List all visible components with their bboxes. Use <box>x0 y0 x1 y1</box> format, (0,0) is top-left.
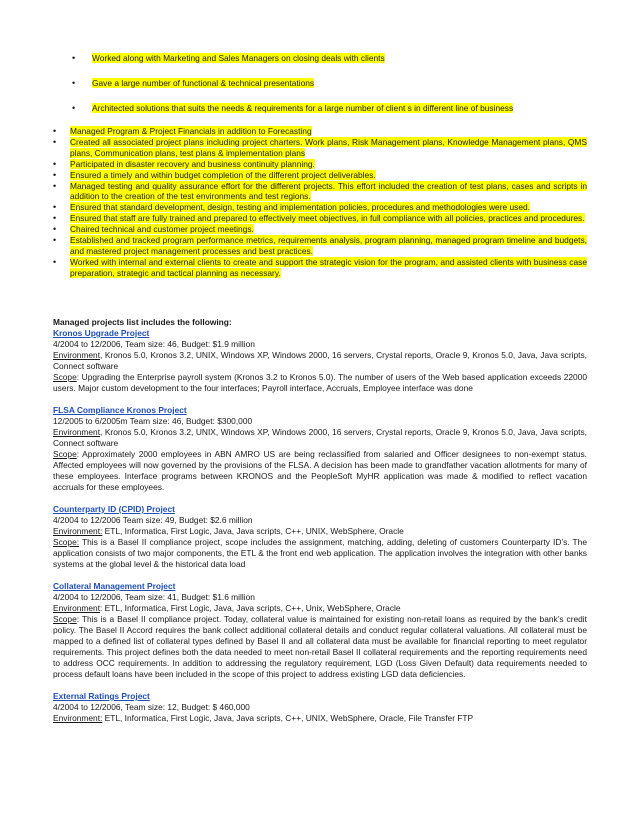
list-item <box>72 53 592 78</box>
environment-text: , Kronos 5.0, Kronos 3.2, UNIX, Windows XP, Windows 2000, 16 servers, Crystal reports, Oracle 9, Kronos 5.0, Java, Java scripts, Connect software <box>53 350 587 371</box>
sub-bullet-list <box>72 53 592 128</box>
list-item <box>53 159 587 170</box>
list-item <box>53 181 587 203</box>
project-entry <box>53 328 587 394</box>
list-item-text: Established and tracked program performance metrics, requirements analysis, program planning, managed program timeline and budgets, and mastered project management processes and best practices. <box>70 235 587 256</box>
scope-text: : This is a Basel II compliance project. Today, collateral value is maintained for existing non-retail loans as required by the bank’s credit policy. The Basel II Accord requires the bank collect additional collateral details and conduct regular collateral valuations. All collateral must be mapped to a defined list of collateral types defined by Basel II and all collateral data must be available for financial reporting to meet regulator requirements. This project defines both the data needed to meet non-retail Basel II collateral requirements and the reporting requirements need to address OCC requirements. In addition to addressing the regulatory requirement, LGD (Loss Given Default) data requirements needed to process default loans have been included in the scope of this project to address existing LGD data deficiencies. <box>53 614 587 679</box>
list-item-text: Ensured a timely and within budget completion of the different project deliverables. <box>70 169 376 180</box>
list-item <box>53 170 587 181</box>
environment-label: Environment <box>53 427 101 437</box>
project-scope <box>53 537 587 570</box>
list-item-text: Managed testing and quality assurance effort for the different projects. This effort included the creation of test plans, cases and scripts in addition to the creation of the test environments and test regions. <box>70 180 587 202</box>
bullet-icon: • <box>72 78 76 88</box>
project-meta: 4/2004 to 12/2006, Team size: 12, Budget: $ 460,000 <box>53 702 250 712</box>
project-meta: 4/2004 to 12/2006, Team size: 46, Budget: $1.9 million <box>53 339 255 349</box>
bullet-icon: • <box>72 53 76 63</box>
project-environment <box>53 350 587 372</box>
project-meta: 4/2004 to 12/2006 Team size: 49, Budget: $2.6 million <box>53 515 253 525</box>
scope-text: This is a Basel II compliance project, scope includes the assignment, matching, adding, deleting of customers Counterparty ID’s. The application consists of two major components, the ETL & the front end web application. The application involves the integration with other banks systems at the global level & the historical data load <box>53 537 587 569</box>
list-item <box>53 224 587 235</box>
projects-heading: Managed projects list includes the following: <box>53 317 232 327</box>
project-scope <box>53 372 587 394</box>
scope-text: : Upgrading the Enterprise payroll system (Kronos 3.2 to Kronos 5.0). The number of users of the Web based application exceeds 22000 users. Major custom development to the four interfaces; Payroll interface, Accruals, Employee interface was done <box>53 372 587 393</box>
list-item-text: Created all associated project plans including project charters. Work plans, Risk Management plans, Knowledge Management plans, QMS plans, Communication plans, test plans & implementation plans <box>70 136 587 158</box>
bullet-icon: • <box>53 235 57 246</box>
list-item-text: Architected solutions that suits the needs & requirements for a large number of client s in different line of business <box>92 103 514 113</box>
projects-section <box>53 317 587 735</box>
list-item <box>72 78 592 103</box>
project-meta: 12/2005 to 6/2005m Team size: 46, Budget: $300,000 <box>53 416 253 426</box>
project-meta: 4/2004 to 12/2006, Team size: 41, Budget: $1.6 million <box>53 592 255 602</box>
bullet-icon: • <box>53 256 57 267</box>
list-item <box>53 137 587 159</box>
project-entry <box>53 691 587 724</box>
project-environment <box>53 603 587 614</box>
environment-text: , Kronos 5.0, Kronos 3.2, UNIX, Windows XP, Windows 2000, 16 servers, Crystal reports, Oracle 9, Kronos 5.0, Java, Java scripts, Connect software <box>53 427 587 448</box>
list-item-text: Chaired technical and customer project meetings. <box>70 224 254 235</box>
bullet-icon: • <box>72 103 76 113</box>
environment-label: Environment: <box>53 713 103 723</box>
project-title-link[interactable]: Counterparty ID (CPID) Project <box>53 504 175 514</box>
project-environment <box>53 713 587 724</box>
list-item <box>53 126 587 137</box>
list-item <box>53 202 587 213</box>
bullet-icon: • <box>53 202 57 213</box>
bullet-icon: • <box>53 169 57 180</box>
list-item-text: Worked with internal and external clients to create and support the strategic vision for the program, and assisted clients with business case preparation, strategic and tactical planning as necessary. <box>70 256 587 278</box>
scope-label: Scope <box>53 614 77 624</box>
scope-label: Scope <box>53 449 77 459</box>
project-title-link[interactable]: External Ratings Project <box>53 691 150 701</box>
scope-text: : Approximately 2000 employees in ABN AMRO US are being reclassified from salaried and Officer designees to non-exempt status. Affected employees will now governed by the provisions of the FLSA. A decision has been made to grandfather vacation allotments for many of these employees. Interface programs between KRONOS and the PeopleSoft MyHR application was made & modified to reflect vacation accruals for these employees. <box>53 449 587 492</box>
list-item-text: Gave a large number of functional & technical presentations <box>92 78 315 88</box>
project-entry <box>53 405 587 493</box>
project-environment <box>53 526 587 537</box>
environment-text: ETL, Informatica, First Logic, Java, Java scripts, C++, UNIX, WebSphere, Oracle, File Transfer FTP <box>102 713 474 723</box>
list-item <box>53 257 587 279</box>
bullet-icon: • <box>53 136 57 147</box>
project-scope <box>53 614 587 680</box>
environment-label: Environment <box>53 603 101 613</box>
list-item <box>53 235 587 257</box>
bullet-icon: • <box>53 126 57 136</box>
project-entry <box>53 504 587 570</box>
bullet-icon: • <box>53 158 57 169</box>
list-item-text: Ensured that staff are fully trained and prepared to effectively meet objectives, in full compliance with all policies, practices and procedures. <box>70 213 585 224</box>
scope-label: Scope: <box>53 537 80 547</box>
project-title-link[interactable]: Kronos Upgrade Project <box>53 328 150 338</box>
list-item-text: Participated in disaster recovery and business continuity planning. <box>70 158 315 169</box>
project-environment <box>53 427 587 449</box>
list-item <box>53 213 587 224</box>
scope-label: Scope <box>53 372 77 382</box>
project-entry <box>53 581 587 680</box>
environment-label: Environment <box>53 350 101 360</box>
bullet-icon: • <box>53 180 57 191</box>
list-item-text: Managed Program & Project Financials in addition to Forecasting <box>70 126 312 136</box>
environment-label: Environment: <box>53 526 103 536</box>
list-item-text: Worked along with Marketing and Sales Managers on closing deals with clients <box>92 53 385 63</box>
responsibilities-list <box>53 126 587 279</box>
project-scope <box>53 449 587 493</box>
bullet-icon: • <box>53 213 57 224</box>
environment-text: : ETL, Informatica, First Logic, Java, Java scripts, C++, Unix, WebSphere, Oracle <box>100 603 401 613</box>
project-title-link[interactable]: FLSA Compliance Kronos Project <box>53 405 187 415</box>
bullet-icon: • <box>53 224 57 235</box>
list-item <box>72 103 592 128</box>
list-item-text: Ensured that standard development, design, testing and implementation policies, procedures and methodologies were used. <box>70 202 530 213</box>
project-title-link[interactable]: Collateral Management Project <box>53 581 176 591</box>
environment-text: ETL, Informatica, First Logic, Java, Java scripts, C++, UNIX, WebSphere, Oracle <box>102 526 404 536</box>
